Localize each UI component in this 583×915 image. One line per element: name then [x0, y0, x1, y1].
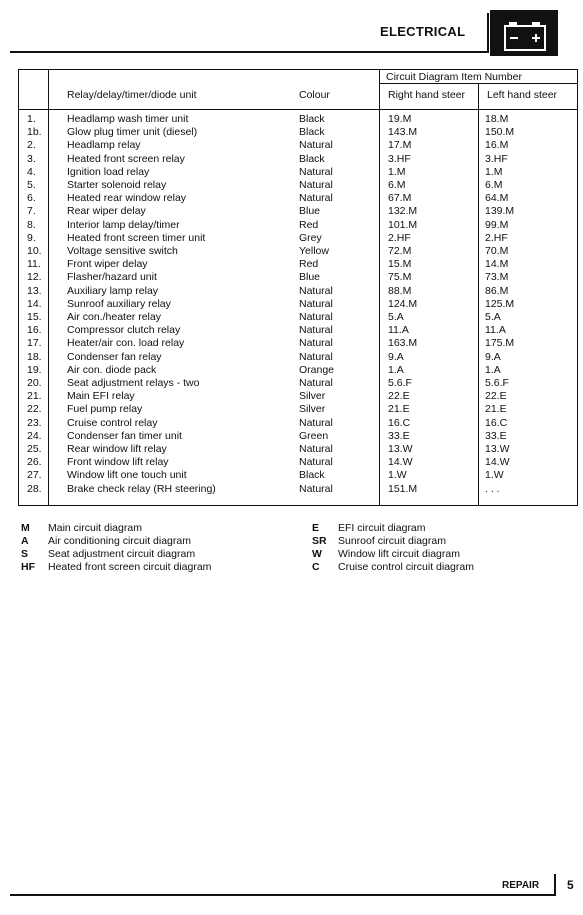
- row-unit: Air con./heater relay: [67, 311, 161, 323]
- row-lhs: 5.A: [485, 311, 501, 323]
- row-number: 22.: [27, 403, 42, 416]
- row-number: 23.: [27, 416, 42, 429]
- row-lhs: 14.W: [485, 456, 510, 469]
- table-row: [0, 126, 583, 139]
- row-rhs: 15.M: [388, 258, 412, 271]
- row-colour: Natural: [299, 324, 333, 337]
- row-lhs: 16.C: [485, 416, 508, 429]
- row-unit: Interior lamp delay/timer: [67, 218, 180, 231]
- legend-description: Seat adjustment circuit diagram: [48, 548, 196, 560]
- row-unit: Heated front screen timer unit: [67, 231, 206, 244]
- row-unit: Heated front screen relay: [67, 152, 185, 165]
- row-lhs: 33.E: [485, 429, 507, 442]
- row-number: 2.: [27, 139, 36, 152]
- row-colour: Red: [299, 258, 319, 271]
- row-colour: Orange: [299, 363, 335, 376]
- row-rhs: 33.E: [388, 429, 410, 442]
- row-number: 1.: [27, 113, 36, 125]
- footer-divider: [554, 874, 556, 896]
- table-row: [0, 113, 583, 126]
- row-rhs: 163.M: [388, 337, 418, 350]
- row-unit: Front window lift relay: [67, 456, 169, 469]
- legend-code: E: [312, 522, 320, 534]
- table-row: [0, 271, 583, 284]
- row-rhs: 132.M: [388, 205, 418, 218]
- table-row: [0, 219, 583, 232]
- row-rhs: 1.A: [388, 363, 404, 376]
- row-rhs: 14.W: [388, 456, 413, 469]
- table-row: [0, 483, 583, 496]
- row-unit: Fuel pump relay: [67, 403, 143, 416]
- table-row: [0, 205, 583, 218]
- row-lhs: 64.M: [485, 192, 509, 205]
- row-number: 9.: [27, 231, 36, 244]
- legend-item: [0, 522, 300, 535]
- row-lhs: 13.W: [485, 443, 510, 455]
- row-lhs: 22.E: [485, 390, 507, 403]
- row-lhs: 5.6.F: [485, 377, 509, 389]
- table-row: [0, 364, 583, 377]
- row-number: 1b.: [27, 126, 42, 139]
- row-number: 8.: [27, 218, 36, 231]
- legend-item: [0, 535, 300, 548]
- row-lhs: 99.M: [485, 218, 509, 231]
- row-rhs: 5.A: [388, 311, 404, 323]
- row-colour: Black: [299, 469, 325, 482]
- row-unit: Front wiper delay: [67, 258, 148, 271]
- row-colour: Natural: [299, 482, 333, 495]
- row-colour: Natural: [299, 139, 333, 152]
- row-colour: Black: [299, 152, 325, 165]
- battery-icon: [490, 10, 558, 56]
- row-lhs: 6.M: [485, 179, 503, 191]
- legend-item: [300, 548, 583, 561]
- footer-section-label: REPAIR: [502, 880, 540, 891]
- row-unit: Voltage sensitive switch: [67, 245, 178, 257]
- row-colour: Blue: [299, 271, 321, 284]
- row-unit: Condenser fan relay: [67, 350, 162, 363]
- row-colour: Red: [299, 218, 319, 231]
- row-rhs: 101.M: [388, 218, 418, 231]
- row-lhs: 14.M: [485, 258, 509, 271]
- table-row: [0, 443, 583, 456]
- row-lhs: 139.M: [485, 205, 515, 218]
- row-unit: Glow plug timer unit (diesel): [67, 126, 198, 139]
- table-row: [0, 166, 583, 179]
- legend-item: [300, 535, 583, 548]
- row-number: 5.: [27, 179, 36, 191]
- row-lhs: 16.M: [485, 139, 509, 152]
- row-number: 27.: [27, 469, 42, 482]
- row-unit: Window lift one touch unit: [67, 469, 187, 482]
- legend-code: W: [312, 548, 322, 560]
- row-unit: Ignition load relay: [67, 165, 150, 178]
- row-unit: Headlamp wash timer unit: [67, 113, 189, 125]
- row-unit: Heated rear window relay: [67, 192, 187, 205]
- row-colour: Green: [299, 429, 329, 442]
- header-rule: [10, 51, 488, 53]
- section-title: ELECTRICAL: [380, 24, 466, 39]
- row-rhs: 16.C: [388, 416, 411, 429]
- row-rhs: 88.M: [388, 284, 412, 297]
- row-unit: Rear window lift relay: [67, 443, 167, 455]
- row-lhs: 70.M: [485, 245, 509, 257]
- row-colour: Silver: [299, 403, 326, 416]
- row-lhs: 11.A: [485, 324, 506, 337]
- unit-column-header: Relay/delay/timer/diode unit: [67, 89, 197, 101]
- row-colour: Natural: [299, 192, 333, 205]
- row-colour: Grey: [299, 231, 322, 244]
- row-unit: Air con. diode pack: [67, 363, 157, 376]
- legend-code: S: [21, 548, 29, 560]
- row-lhs: 9.A: [485, 350, 501, 363]
- row-colour: Black: [299, 126, 325, 139]
- row-number: 4.: [27, 165, 36, 178]
- table-row: [0, 324, 583, 337]
- row-lhs: 21.E: [485, 403, 507, 416]
- rhs-column-header: Right hand steer: [388, 89, 466, 101]
- row-rhs: 3.HF: [388, 152, 411, 165]
- row-number: 20.: [27, 377, 42, 389]
- legend-description: Heated front screen circuit diagram: [48, 561, 212, 573]
- row-number: 25.: [27, 443, 42, 455]
- row-number: 11.: [27, 258, 41, 271]
- row-rhs: 151.M: [388, 482, 418, 495]
- table-header-rule: [18, 109, 578, 110]
- row-unit: Rear wiper delay: [67, 205, 146, 218]
- row-rhs: 19.M: [388, 113, 412, 125]
- table-row: [0, 430, 583, 443]
- table-row: [0, 390, 583, 403]
- table-row: [0, 298, 583, 311]
- row-number: 6.: [27, 192, 36, 205]
- row-number: 7.: [27, 205, 36, 218]
- row-rhs: 143.M: [388, 126, 418, 139]
- table-row: [0, 153, 583, 166]
- table-row: [0, 285, 583, 298]
- row-lhs: . . .: [485, 482, 500, 495]
- row-rhs: 21.E: [388, 403, 410, 416]
- legend-code: SR: [312, 535, 327, 547]
- row-number: 18.: [27, 350, 42, 363]
- row-unit: Sunroof auxiliary relay: [67, 297, 171, 310]
- table-row: [0, 403, 583, 416]
- row-colour: Yellow: [299, 245, 329, 257]
- row-number: 28.: [27, 482, 42, 495]
- table-group-rule: [379, 83, 578, 84]
- table-row: [0, 232, 583, 245]
- row-rhs: 1.W: [388, 469, 407, 482]
- table-row: [0, 245, 583, 258]
- row-unit: Auxiliary lamp relay: [67, 284, 159, 297]
- legend-description: Main circuit diagram: [48, 522, 142, 534]
- circuit-diagram-group-header: Circuit Diagram Item Number: [386, 71, 522, 83]
- row-lhs: 73.M: [485, 271, 509, 284]
- row-colour: Natural: [299, 165, 333, 178]
- lhs-column-header: Left hand steer: [487, 89, 558, 101]
- row-unit: Headlamp relay: [67, 139, 141, 152]
- row-lhs: 1.W: [485, 469, 504, 482]
- colour-column-header: Colour: [299, 89, 330, 101]
- legend-code: A: [21, 535, 29, 547]
- legend-item: [300, 561, 583, 574]
- row-unit: Condenser fan timer unit: [67, 429, 182, 442]
- row-lhs: 175.M: [485, 337, 515, 350]
- legend-description: Cruise control circuit diagram: [338, 561, 474, 573]
- row-colour: Natural: [299, 337, 333, 350]
- row-lhs: 2.HF: [485, 231, 508, 244]
- legend-description: Window lift circuit diagram: [338, 548, 460, 560]
- row-number: 13.: [27, 284, 42, 297]
- row-rhs: 2.HF: [388, 231, 411, 244]
- table-row: [0, 139, 583, 152]
- row-unit: Flasher/hazard unit: [67, 271, 157, 284]
- row-rhs: 124.M: [388, 297, 418, 310]
- row-rhs: 22.E: [388, 390, 410, 403]
- row-unit: Cruise control relay: [67, 416, 158, 429]
- page-number: 5: [567, 878, 574, 892]
- legend-code: C: [312, 561, 320, 573]
- row-lhs: 1.M: [485, 165, 503, 178]
- table-row: [0, 456, 583, 469]
- row-rhs: 5.6.F: [388, 377, 412, 389]
- row-colour: Silver: [299, 390, 326, 403]
- row-colour: Natural: [299, 416, 333, 429]
- row-rhs: 6.M: [388, 179, 406, 191]
- row-unit: Starter solenoid relay: [67, 179, 167, 191]
- row-colour: Natural: [299, 443, 333, 455]
- row-number: 10.: [27, 245, 42, 257]
- row-rhs: 11.A: [388, 324, 409, 337]
- row-lhs: 18.M: [485, 113, 509, 125]
- row-number: 14.: [27, 297, 42, 310]
- row-lhs: 86.M: [485, 284, 509, 297]
- row-colour: Natural: [299, 311, 333, 323]
- table-row: [0, 337, 583, 350]
- row-colour: Natural: [299, 284, 333, 297]
- legend-code: M: [21, 522, 30, 534]
- row-rhs: 67.M: [388, 192, 412, 205]
- table-row: [0, 351, 583, 364]
- table-row: [0, 179, 583, 192]
- row-colour: Natural: [299, 456, 333, 469]
- legend-description: EFI circuit diagram: [338, 522, 426, 534]
- row-lhs: 125.M: [485, 297, 515, 310]
- row-rhs: 17.M: [388, 139, 412, 152]
- header-divider: [487, 13, 489, 53]
- row-unit: Seat adjustment relays - two: [67, 377, 200, 389]
- legend-code: HF: [21, 561, 35, 573]
- row-rhs: 9.A: [388, 350, 404, 363]
- row-unit: Main EFI relay: [67, 390, 135, 403]
- row-number: 24.: [27, 429, 42, 442]
- row-rhs: 13.W: [388, 443, 413, 455]
- table-row: [0, 377, 583, 390]
- row-number: 21.: [27, 390, 42, 403]
- table-row: [0, 258, 583, 271]
- table-row: [0, 311, 583, 324]
- row-unit: Compressor clutch relay: [67, 324, 181, 337]
- row-lhs: 150.M: [485, 126, 515, 139]
- row-colour: Natural: [299, 350, 333, 363]
- table-row: [0, 469, 583, 482]
- row-unit: Heater/air con. load relay: [67, 337, 185, 350]
- row-colour: Blue: [299, 205, 321, 218]
- footer-rule: [10, 894, 555, 896]
- table-row: [0, 417, 583, 430]
- row-number: 16.: [27, 324, 42, 337]
- legend-item: [300, 522, 583, 535]
- row-number: 26.: [27, 456, 42, 469]
- row-number: 3.: [27, 152, 36, 165]
- row-lhs: 3.HF: [485, 152, 508, 165]
- row-colour: Natural: [299, 297, 333, 310]
- legend-description: Air conditioning circuit diagram: [48, 535, 191, 547]
- legend-item: [0, 561, 300, 574]
- legend-item: [0, 548, 300, 561]
- row-colour: Natural: [299, 377, 333, 389]
- row-number: 15.: [27, 311, 42, 323]
- row-unit: Brake check relay (RH steering): [67, 482, 216, 495]
- row-rhs: 75.M: [388, 271, 412, 284]
- row-colour: Natural: [299, 179, 333, 191]
- row-colour: Black: [299, 113, 325, 125]
- row-rhs: 72.M: [388, 245, 412, 257]
- table-row: [0, 192, 583, 205]
- row-number: 17.: [27, 337, 42, 350]
- row-rhs: 1.M: [388, 165, 406, 178]
- legend-description: Sunroof circuit diagram: [338, 535, 446, 547]
- row-number: 12.: [27, 271, 42, 284]
- row-number: 19.: [27, 363, 42, 376]
- row-lhs: 1.A: [485, 363, 501, 376]
